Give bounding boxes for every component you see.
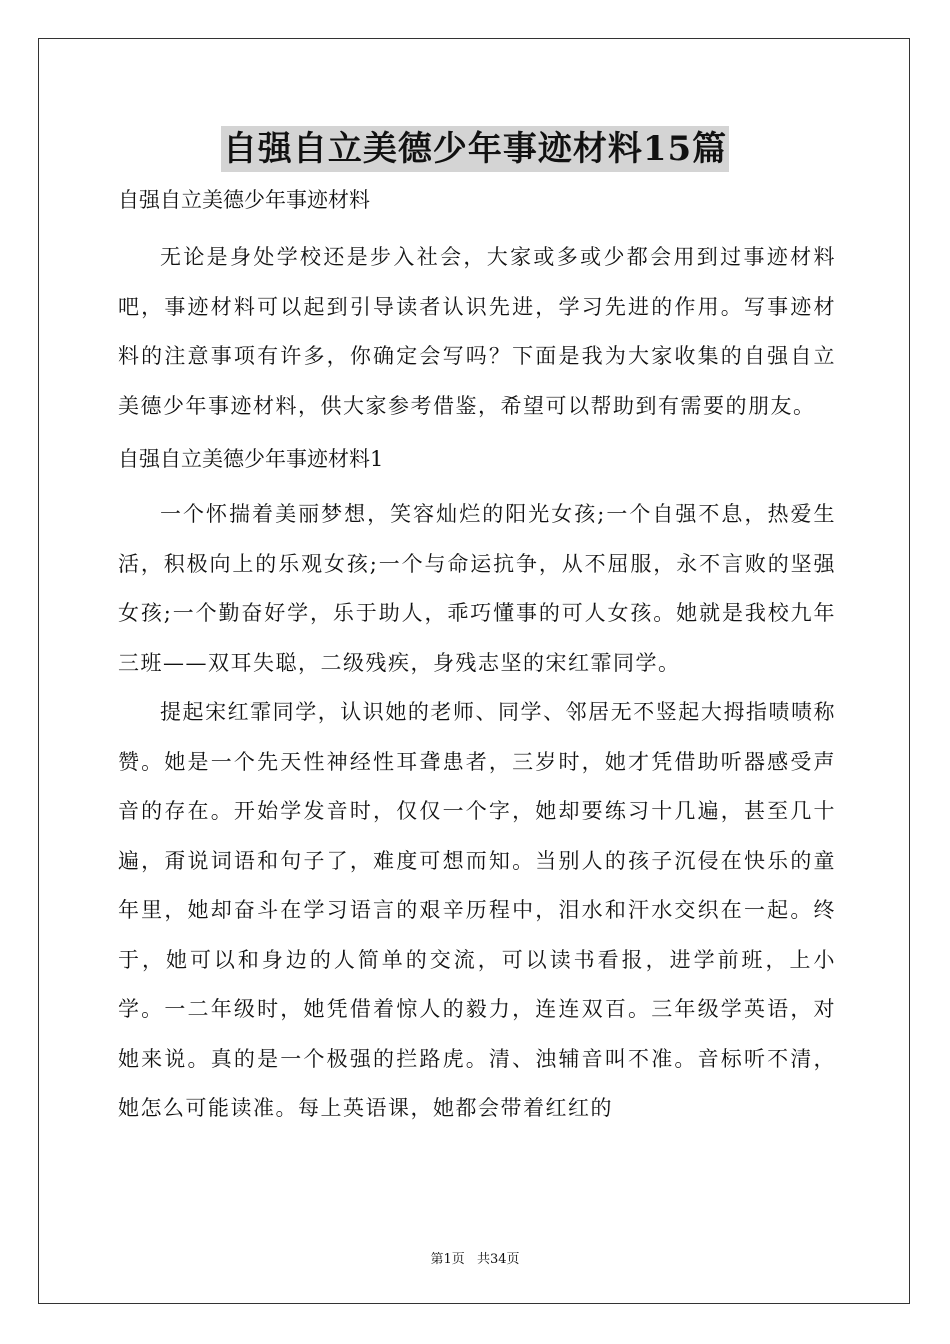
page-footer [0,1248,950,1267]
intro-paragraph: 无论是身处学校还是步入社会，大家或多或少都会用到过事迹材料吧，事迹材料可以起到引导读者认识先进，学习先进的作用。写事迹材料的注意事项有许多，你确定会写吗？下面是我为大家收集的自强自立美德少年事迹材料，供大家参考借鉴，希望可以帮助到有需要的朋友。 [118,245,836,418]
document-title: 自强自立美德少年事迹材料15篇 [221,126,729,172]
page-total: 共34页 [476,1252,520,1267]
title-container [0,126,950,172]
body-paragraph: 提起宋红霏同学，认识她的老师、同学、邻居无不竖起大拇指啧啧称赞。她是一个先天性神经性耳聋患者，三岁时，她才凭借助听器感受声音的存在。开始学发音时，仅仅一个字，她却要练习十几遍，甚至几十遍，甭说词语和句子了，难度可想而知。当别人的孩子沉侵在快乐的童年里，她却奋斗在学习语言的艰辛历程中，泪水和汗水交织在一起。终于，她可以和身边的人简单的交流，可以读书看报，进学前班，上小学。一二年级时，她凭借着惊人的毅力，连连双百。三年级学英语，对她来说。真的是一个极强的拦路虎。清、浊辅音叫不准。音标听不清，她怎么可能读准。每上英语课，她都会带着红红的 [118,700,836,1120]
document-body [118,180,836,1134]
section-heading: 自强自立美德少年事迹材料1 [118,447,384,471]
body-paragraph: 一个怀揣着美丽梦想，笑容灿烂的阳光女孩;一个自强不息，热爱生活，积极向上的乐观女孩;一个与命运抗争，从不屈服，永不言败的坚强女孩;一个勤奋好学，乐于助人，乖巧懂事的可人女孩。她就是我校九年三班——双耳失聪，二级残疾，身残志坚的宋红霏同学。 [118,502,836,675]
document-subtitle: 自强自立美德少年事迹材料 [118,188,370,212]
page-number: 第1页 [430,1252,465,1267]
